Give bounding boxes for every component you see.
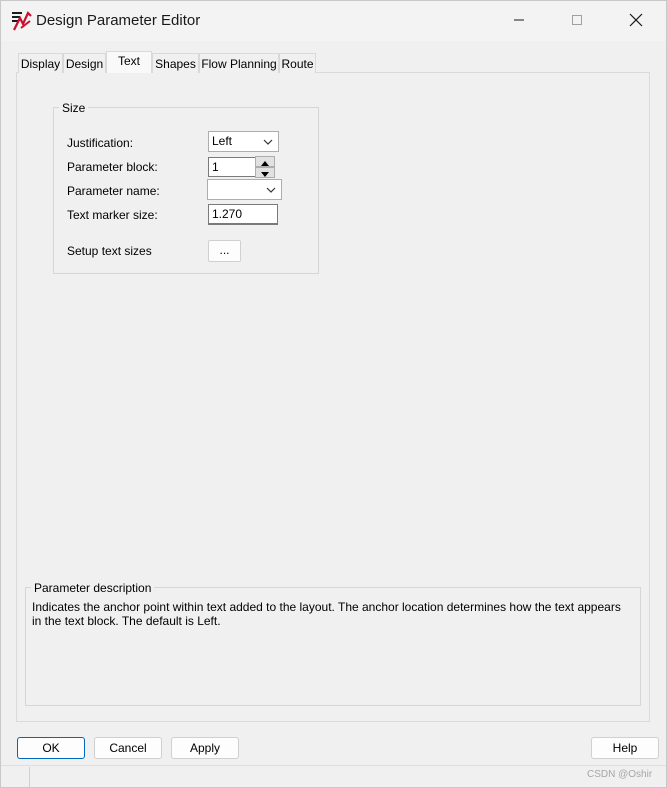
maximize-button[interactable] (548, 1, 606, 41)
chevron-down-icon (265, 183, 277, 195)
parameter-name-label: Parameter name: (67, 184, 160, 198)
parameter-name-dropdown[interactable] (207, 179, 282, 200)
parameter-block-spinner (255, 156, 275, 178)
spin-down-icon (261, 166, 269, 180)
size-group-label: Size (59, 101, 88, 115)
minimize-icon (513, 14, 525, 29)
setup-text-sizes-button[interactable]: ... (208, 240, 241, 262)
minimize-button[interactable] (490, 1, 548, 41)
parameter-description-text: Indicates the anchor point within text added to the layout. The anchor location determines how the text appears in the text block. The default is Left. (32, 600, 621, 628)
status-bar (1, 765, 666, 788)
parameter-block-label: Parameter block: (67, 160, 158, 174)
maximize-icon (571, 14, 583, 29)
app-icon (11, 10, 33, 32)
watermark: CSDN @Oshir (587, 769, 653, 780)
ok-button[interactable]: OK (17, 737, 85, 759)
parameter-description-label: Parameter description (31, 581, 154, 595)
close-button[interactable] (607, 1, 665, 41)
close-icon (629, 13, 643, 30)
tab-shapes[interactable]: Shapes (152, 53, 199, 73)
tab-flow-planning[interactable]: Flow Planning (199, 53, 279, 73)
title-bar (1, 1, 666, 41)
apply-button[interactable]: Apply (171, 737, 239, 759)
tab-route[interactable]: Route (279, 53, 316, 73)
justification-dropdown[interactable] (208, 131, 279, 152)
cancel-button[interactable]: Cancel (94, 737, 162, 759)
tab-display[interactable]: Display (18, 53, 63, 73)
text-marker-size-label: Text marker size: (67, 208, 158, 222)
status-separator (29, 767, 30, 787)
window-title: Design Parameter Editor (36, 12, 201, 29)
parameter-block-input[interactable]: 1 (208, 157, 256, 177)
tab-design[interactable]: Design (63, 53, 106, 73)
chevron-down-icon (262, 135, 274, 147)
text-marker-size-input[interactable]: 1.270 (208, 204, 278, 225)
setup-text-sizes-label: Setup text sizes (67, 244, 152, 258)
help-button[interactable]: Help (591, 737, 659, 759)
tab-text[interactable]: Text (106, 51, 152, 73)
spin-down-button[interactable] (255, 167, 275, 178)
justification-label: Justification: (67, 136, 134, 150)
justification-value: Left (212, 134, 233, 148)
